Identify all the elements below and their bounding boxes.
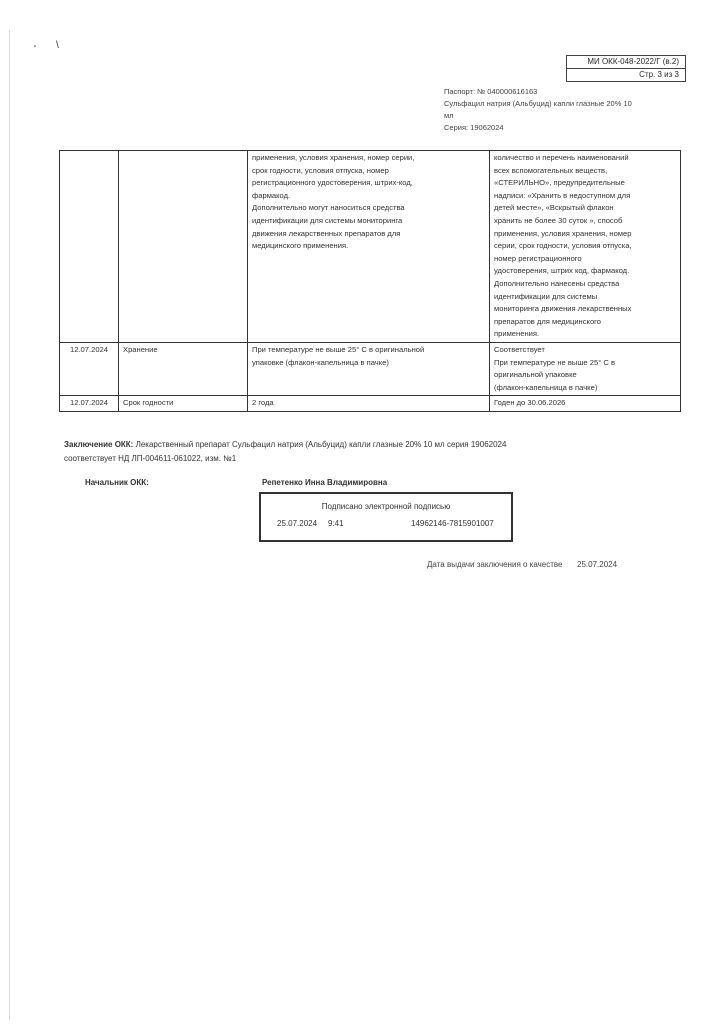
requirement-line: 2 года xyxy=(252,398,274,408)
passport-block xyxy=(444,86,634,134)
result-line: детей месте», «Вскрытый флакон xyxy=(494,203,614,213)
cell-requirement xyxy=(248,342,490,395)
cell-result xyxy=(490,342,681,395)
result-line: серии, срок годности, условия отпуска, xyxy=(494,241,632,251)
series-number: Серия: 19062024 xyxy=(444,123,504,132)
product-name-line-2: мл xyxy=(444,111,454,120)
chief-label: Начальник ОКК: xyxy=(85,478,149,487)
result-line: «СТЕРИЛЬНО», предупредительные xyxy=(494,178,625,188)
requirement-line: движения лекарственных препаратов для xyxy=(252,228,401,238)
scan-mark-right: \ xyxy=(56,40,59,51)
e-signature-stamp xyxy=(259,492,513,542)
date-text: 12.07.2024 xyxy=(69,398,108,408)
cell-date xyxy=(60,151,119,343)
chief-name: Репетенко Инна Владимировна xyxy=(262,478,388,487)
signature-time: 9:41 xyxy=(328,519,344,528)
result-line: (флакон-капельница в пачке) xyxy=(494,382,598,392)
product-name-line-1: Сульфацил натрия (Альбуцид) капли глазные 20% 10 xyxy=(444,99,632,108)
requirement-line: Дополнительно могут наноситься средства xyxy=(252,203,405,213)
table-row xyxy=(60,342,681,395)
requirement-line: При температуре не выше 25° С в оригинальной xyxy=(252,344,425,354)
cell-requirement xyxy=(248,396,490,412)
requirement-line: срок годности, условия отпуска, номер xyxy=(252,165,389,175)
requirement-line: упаковке (флакон-капельница в пачке) xyxy=(252,357,389,367)
scan-edge-line xyxy=(9,30,10,1020)
signature-date: 25.07.2024 xyxy=(277,519,318,528)
result-line: надписи: «Хранить в недоступном для xyxy=(494,190,631,200)
requirement-line: регистрационного удостоверения, штрих-код, xyxy=(252,178,413,188)
conclusion-label: Заключение ОКК: xyxy=(64,440,134,449)
result-line: препаратов для медицинского xyxy=(494,316,602,326)
cell-param xyxy=(119,342,248,395)
result-line: Соответствует xyxy=(494,344,545,354)
result-line: хранить не более 30 суток », способ xyxy=(494,215,623,225)
table-row xyxy=(60,151,681,343)
cell-result xyxy=(490,396,681,412)
result-line: оригинальной упаковке xyxy=(494,370,577,380)
result-line: всех вспомогательных веществ, xyxy=(494,165,608,175)
signature-title: Подписано электронной подписью xyxy=(321,502,451,511)
quality-control-table xyxy=(59,150,681,412)
issue-date-value: 25.07.2024 xyxy=(577,560,618,569)
result-line: При температуре не выше 25° С в xyxy=(494,357,615,367)
table-row xyxy=(60,396,681,412)
doc-code: МИ ОКК-048-2022/Г (в.2) xyxy=(587,57,679,66)
passport-number: Паспорт: № 040000616163 xyxy=(444,87,538,96)
conclusion-text-1: Лекарственный препарат Сульфацил натрия (Альбуцид) капли глазные 20% 10 мл серия 19062024 xyxy=(133,440,507,449)
cell-param xyxy=(119,151,248,343)
result-line: номер регистрационного xyxy=(494,253,582,263)
signature-cert-id: 14962146-7815901007 xyxy=(411,519,494,528)
cell-param xyxy=(119,396,248,412)
scan-mark-left: ' xyxy=(34,44,36,55)
result-line: удостоверения, штрих код, фармакод. xyxy=(494,266,630,276)
result-line: Годен до 30.06.2026 xyxy=(494,398,566,408)
qc-conclusion xyxy=(64,438,624,466)
result-line: применения. xyxy=(494,329,540,339)
issue-date-label: Дата выдачи заключения о качестве xyxy=(427,560,563,569)
requirement-line: идентификации для системы мониторинга xyxy=(252,215,403,225)
result-line: применения, условия хранения, номер xyxy=(494,228,632,238)
result-line: мониторинга движения лекарственных xyxy=(494,304,632,314)
requirement-line: применения, условия хранения, номер серии, xyxy=(252,153,415,162)
requirement-line: медицинского применения. xyxy=(252,241,349,251)
page-number: Стр. 3 из 3 xyxy=(567,68,685,81)
date-text: 12.07.2024 xyxy=(69,344,108,354)
param-text: Хранение xyxy=(123,344,158,354)
result-line: Дополнительно нанесены средства xyxy=(494,278,620,288)
conclusion-text-2: соответствует НД ЛП-004611-061022, изм. №1 xyxy=(64,454,237,463)
result-line: количество и перечень наименований xyxy=(494,153,629,162)
cell-result xyxy=(490,151,681,343)
document-code-box xyxy=(566,55,686,82)
cell-date xyxy=(60,396,119,412)
requirement-line: фармакод. xyxy=(252,190,291,200)
result-line: идентификации для системы xyxy=(494,291,598,301)
cell-date xyxy=(60,342,119,395)
param-text: Срок годности xyxy=(123,398,174,408)
cell-requirement xyxy=(248,151,490,343)
